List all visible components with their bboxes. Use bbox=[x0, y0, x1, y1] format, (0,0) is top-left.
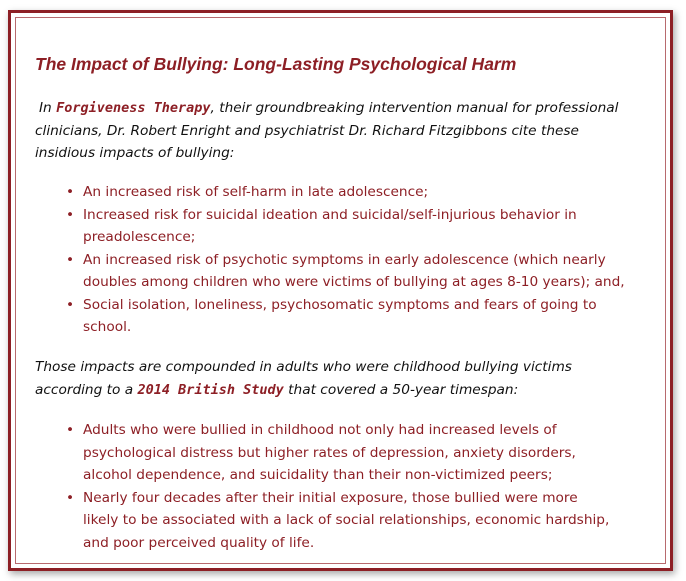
list-item-text: Nearly four decades after their initial exposure, those bullied were more bbox=[83, 489, 578, 506]
page-title: The Impact of Bullying: Long-Lasting Psychological Harm bbox=[35, 54, 517, 74]
list-item bbox=[35, 181, 625, 204]
list-item-text: An increased risk of psychotic symptoms in early adolescence (which nearly bbox=[83, 251, 606, 268]
bullet-icon: • bbox=[66, 184, 75, 200]
second-line2-prefix: according to a bbox=[35, 381, 138, 398]
intro-line2: clinicians, Dr. Robert Enright and psychiatrist Dr. Richard Fitzgibbons cite these bbox=[35, 122, 579, 139]
list-item-text: Increased risk for suicidal ideation and suicidal/self-injurious behavior in bbox=[83, 206, 577, 223]
list-item-text: An increased risk of self-harm in late adolescence; bbox=[83, 184, 429, 200]
list-item-text: doubles among children who were victims of bullying at ages 8-10 years); and, bbox=[83, 274, 625, 290]
second-paragraph bbox=[35, 356, 572, 401]
list-item-text: preadolescence; bbox=[83, 229, 196, 245]
list-item bbox=[35, 419, 609, 487]
second-line1: Those impacts are compounded in adults who were childhood bullying victims bbox=[35, 359, 572, 375]
bullet-icon: • bbox=[66, 251, 75, 268]
bullet-list-1 bbox=[35, 181, 625, 339]
list-item-text: alcohol dependence, and suicidality than their non-victimized peers; bbox=[83, 467, 553, 483]
list-item-text: Adults who were bullied in childhood not only had increased levels of bbox=[83, 422, 557, 438]
second-line2-suffix: that covered a 50-year timespan: bbox=[283, 381, 519, 398]
document-frame bbox=[8, 10, 673, 571]
intro-prefix: In bbox=[39, 100, 57, 116]
intro-line3: insidious impacts of bullying: bbox=[35, 145, 235, 161]
bullet-list-2 bbox=[35, 419, 609, 554]
list-item-text: Social isolation, loneliness, psychosomatic symptoms and fears of going to bbox=[83, 296, 597, 313]
list-item bbox=[35, 487, 609, 555]
british-study-link[interactable]: 2014 British Study bbox=[137, 381, 284, 398]
intro-line1-suffix: , their groundbreaking intervention manual for professional bbox=[210, 100, 619, 116]
bullet-icon: • bbox=[66, 296, 75, 313]
intro-paragraph bbox=[35, 97, 618, 165]
list-item bbox=[35, 249, 625, 294]
list-item-text: and poor perceived quality of life. bbox=[83, 534, 315, 551]
list-item-text: likely to be associated with a lack of social relationships, economic hardship, bbox=[83, 512, 610, 528]
bullet-icon: • bbox=[66, 206, 75, 223]
list-item-text: psychological distress but higher rates of depression, anxiety disorders, bbox=[83, 444, 576, 461]
bullet-icon: • bbox=[66, 489, 75, 506]
forgiveness-therapy-link[interactable]: Forgiveness Therapy bbox=[56, 100, 211, 116]
bullet-icon: • bbox=[66, 422, 75, 438]
list-item-text: school. bbox=[83, 319, 132, 335]
list-item bbox=[35, 294, 625, 339]
list-item bbox=[35, 204, 625, 249]
